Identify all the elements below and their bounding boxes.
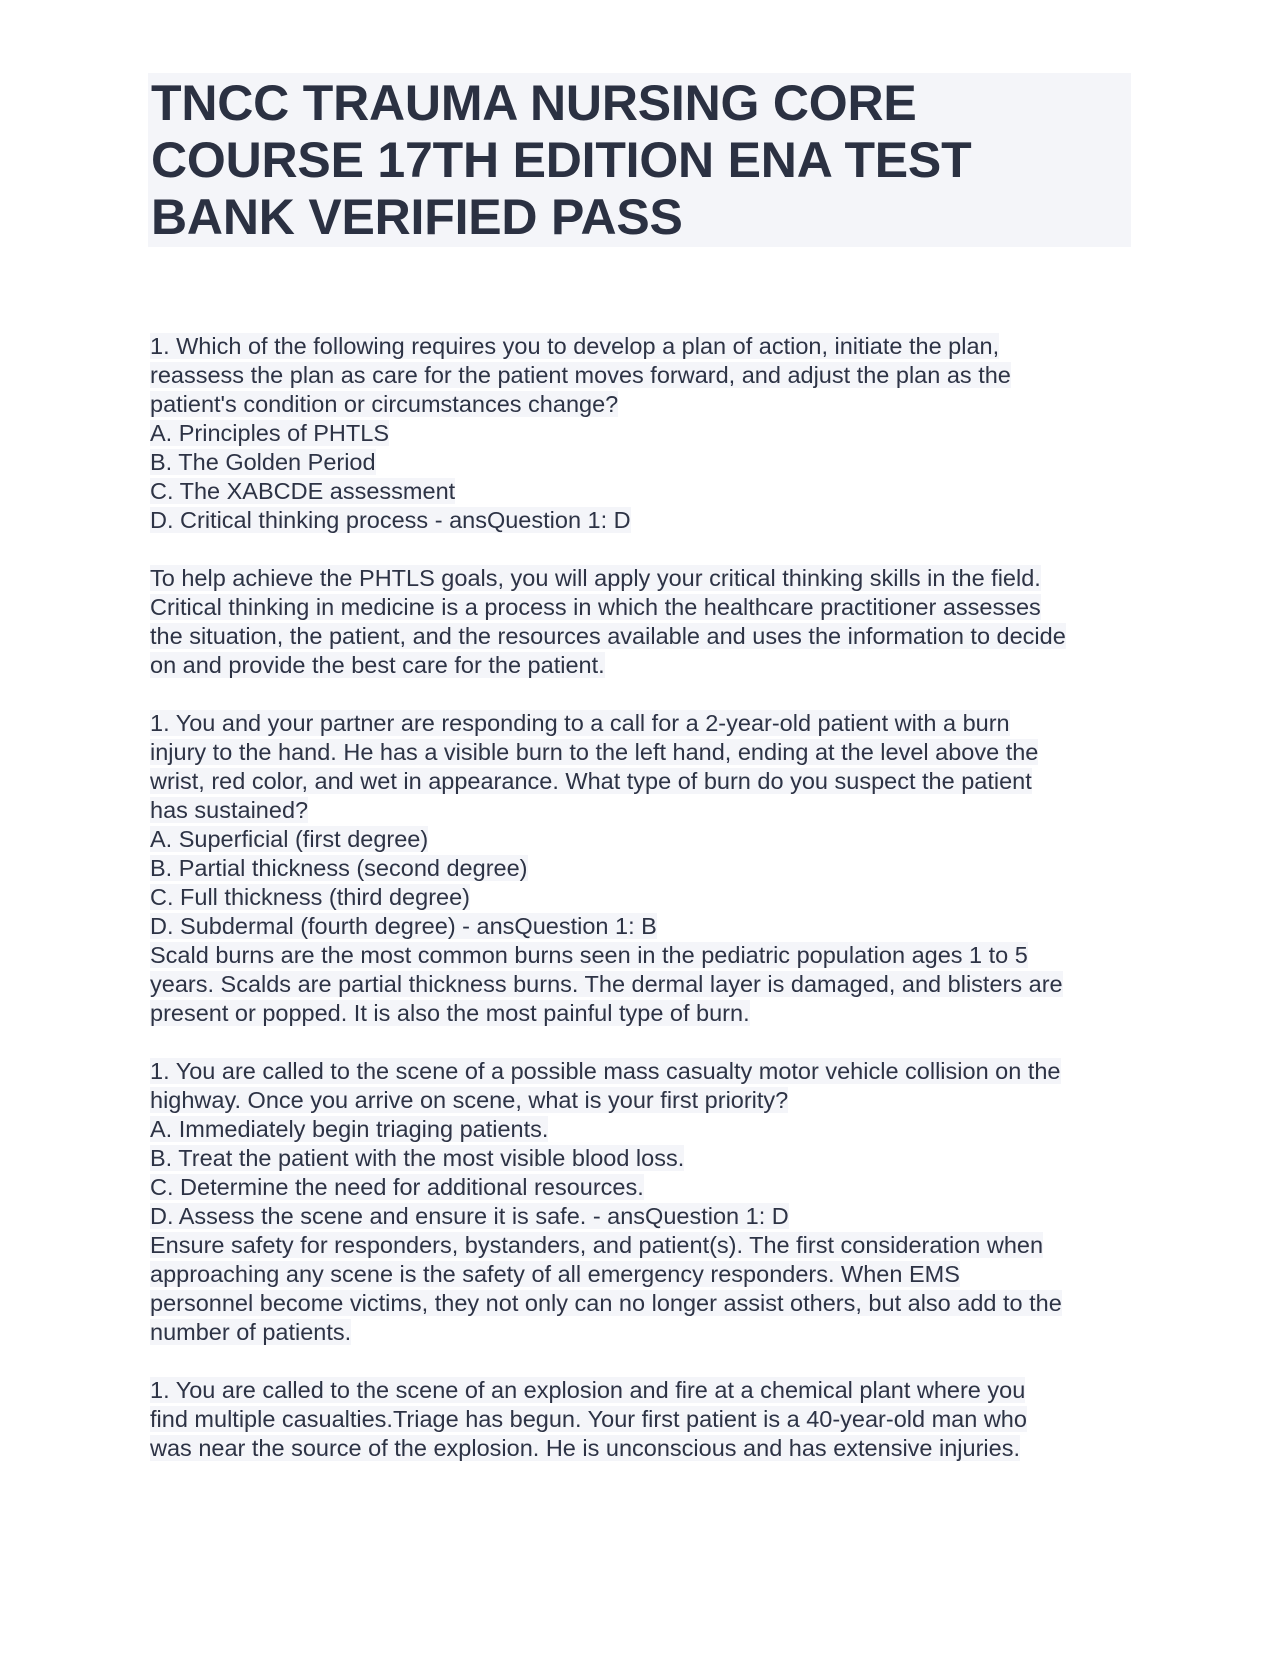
question-text-line: wrist, red color, and wet in appearance. What type of burn do you suspect the patient bbox=[150, 768, 1032, 794]
question-block-3 bbox=[150, 1057, 1150, 1347]
title-line: TNCC TRAUMA NURSING CORE bbox=[151, 75, 917, 131]
title-line: COURSE 17TH EDITION ENA TEST bbox=[151, 132, 972, 188]
question-text-line: 1. You are called to the scene of a possible mass casualty motor vehicle collision on the bbox=[150, 1058, 1061, 1084]
answer-option: B. The Golden Period bbox=[150, 449, 376, 475]
explanation-line: present or popped. It is also the most painful type of burn. bbox=[150, 1000, 750, 1026]
explanation-line: Critical thinking in medicine is a process in which the healthcare practitioner assesses bbox=[150, 594, 1041, 620]
question-text-line: find multiple casualties.Triage has begun. Your first patient is a 40-year-old man who bbox=[150, 1406, 1027, 1432]
explanation-line: approaching any scene is the safety of all emergency responders. When EMS bbox=[150, 1261, 960, 1287]
question-text-line: injury to the hand. He has a visible burn to the left hand, ending at the level above the bbox=[150, 739, 1039, 765]
explanation-line: years. Scalds are partial thickness burns. The dermal layer is damaged, and blisters are bbox=[150, 971, 1063, 997]
answer-option: C. The XABCDE assessment bbox=[150, 478, 456, 504]
question-text-line: has sustained? bbox=[150, 797, 309, 823]
paragraph-gap bbox=[150, 535, 1150, 564]
answer-option: B. Partial thickness (second degree) bbox=[150, 855, 528, 881]
paragraph-gap bbox=[150, 1028, 1150, 1057]
answer-option: A. Superficial (first degree) bbox=[150, 826, 429, 852]
answer-option: C. Determine the need for additional resources. bbox=[150, 1174, 644, 1200]
answer-option: D. Assess the scene and ensure it is safe. - ansQuestion 1: D bbox=[150, 1203, 789, 1229]
question-text-line: 1. You are called to the scene of an explosion and fire at a chemical plant where you bbox=[150, 1377, 1026, 1403]
explanation-line: To help achieve the PHTLS goals, you will apply your critical thinking skills in the field. bbox=[150, 565, 1041, 591]
explanation-line: number of patients. bbox=[150, 1319, 352, 1345]
explanation-line: Scald burns are the most common burns seen in the pediatric population ages 1 to 5 bbox=[150, 942, 1028, 968]
question-block-2 bbox=[150, 709, 1150, 1028]
question-text-line: reassess the plan as care for the patient moves forward, and adjust the plan as the bbox=[150, 362, 1011, 388]
question-block-4 bbox=[150, 1376, 1150, 1463]
answer-option: A. Immediately begin triaging patients. bbox=[150, 1116, 549, 1142]
explanation-line: Ensure safety for responders, bystanders, and patient(s). The first consideration when bbox=[150, 1232, 1044, 1258]
question-text-line: 1. Which of the following requires you to develop a plan of action, initiate the plan, bbox=[150, 333, 1000, 359]
explanation-line: personnel become victims, they not only can no longer assist others, but also add to the bbox=[150, 1290, 1062, 1316]
paragraph-gap bbox=[150, 680, 1150, 709]
question-text-line: highway. Once you arrive on scene, what is your first priority? bbox=[150, 1087, 789, 1113]
question-text-line: patient's condition or circumstances change? bbox=[150, 391, 619, 417]
answer-option: D. Subdermal (fourth degree) - ansQuestion 1: B bbox=[150, 913, 657, 939]
answer-option: A. Principles of PHTLS bbox=[150, 420, 390, 446]
question-text-line: was near the source of the explosion. He is unconscious and has extensive injuries. bbox=[150, 1435, 1020, 1461]
answer-option: D. Critical thinking process - ansQuestion 1: D bbox=[150, 507, 631, 533]
question-block-1 bbox=[150, 332, 1150, 535]
title-line: BANK VERIFIED PASS bbox=[151, 189, 683, 245]
explanation-line: the situation, the patient, and the resources available and uses the information to decide bbox=[150, 623, 1066, 649]
question-text-line: 1. You and your partner are responding to a call for a 2-year-old patient with a burn bbox=[150, 710, 1010, 736]
explanation-block-1 bbox=[150, 564, 1150, 680]
answer-option: B. Treat the patient with the most visible blood loss. bbox=[150, 1145, 685, 1171]
document-title bbox=[148, 73, 1131, 247]
answer-option: C. Full thickness (third degree) bbox=[150, 884, 470, 910]
explanation-line: on and provide the best care for the patient. bbox=[150, 652, 605, 678]
document-body bbox=[150, 332, 1150, 1463]
paragraph-gap bbox=[150, 1347, 1150, 1376]
